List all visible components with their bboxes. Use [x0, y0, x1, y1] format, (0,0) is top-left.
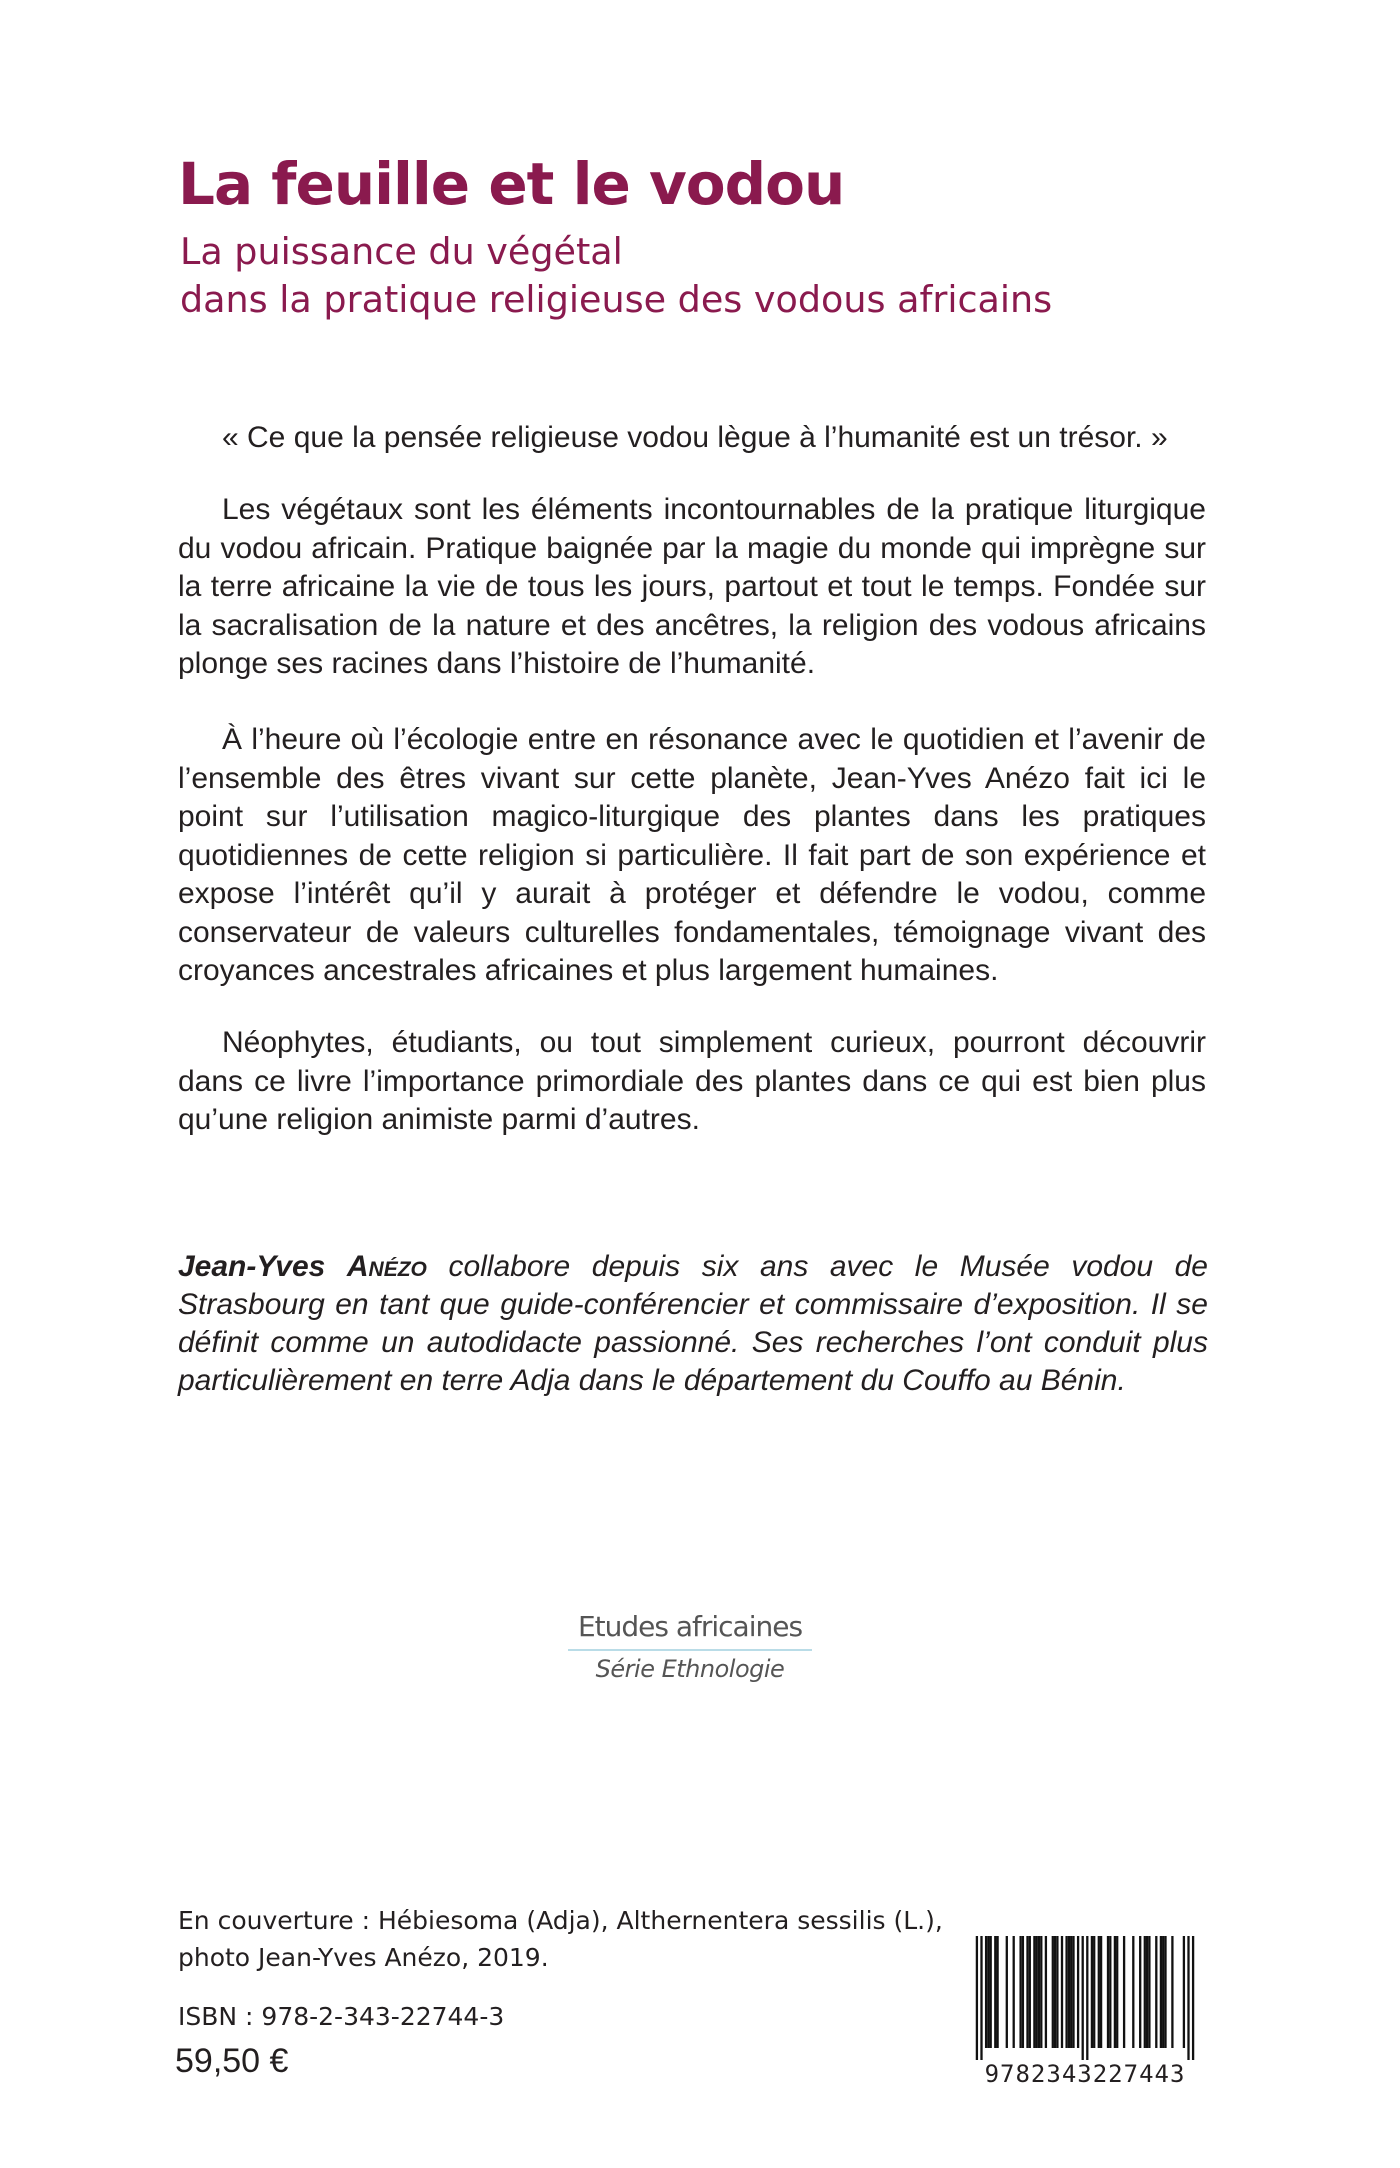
barcode-bar [1192, 1936, 1194, 2060]
barcode-bar [1132, 1936, 1134, 2048]
barcode-bar [1036, 1936, 1038, 2048]
barcode-bar [1187, 1936, 1189, 2060]
barcode-bars [960, 1936, 1210, 2060]
barcode-bar [1160, 1936, 1162, 2048]
barcode-bar [1116, 1936, 1118, 2048]
barcode-bar [976, 1936, 978, 2060]
barcode-bar [1171, 1936, 1173, 2048]
book-subtitle [180, 228, 1052, 324]
barcode-bar [1072, 1936, 1074, 2048]
barcode-bar [1033, 1936, 1035, 2048]
barcode-bar [1123, 1936, 1125, 2048]
barcode-bar [1006, 1936, 1008, 2048]
barcode-bar [1056, 1936, 1058, 2048]
barcode-bar [1065, 1936, 1067, 2048]
barcode-bar [1061, 1936, 1063, 2048]
barcode-bar [1068, 1936, 1070, 2048]
barcode-bar [1029, 1936, 1031, 2048]
isbn: ISBN : 978-2-343-22744-3 [178, 2002, 505, 2031]
author-bio-text: collabore depuis six ans avec le Musée vodou de Strasbourg en tant que guide-conférencier et commissaire d’exposition. Il se définit comme un autodidacte passionné. Ses recherches l’ont conduit plus particulièrement en terre Adja dans le département du Couffo au Bénin. [178, 1250, 1208, 1397]
barcode-bar [1013, 1936, 1015, 2048]
barcode-digits: 9782343227443 [984, 2060, 1186, 2088]
price: 59,50 € [175, 2042, 289, 2080]
barcode-bar [1019, 1936, 1021, 2048]
author-bio [178, 1248, 1208, 1400]
blurb-paragraph-2 [178, 721, 1206, 991]
barcode-bar [1146, 1936, 1148, 2048]
barcode-bar [1086, 1936, 1088, 2060]
barcode-bar [1070, 1936, 1072, 2048]
barcode-bar [1045, 1936, 1047, 2048]
blurb-paragraph-3 [178, 1024, 1206, 1140]
subtitle-line-1: La puissance du végétal [180, 230, 623, 273]
barcode-bar [985, 1936, 987, 2048]
subtitle-line-2: dans la pratique religieuse des vodous africains [180, 278, 1053, 321]
barcode-bar [1139, 1936, 1141, 2048]
barcode-bar [1082, 1936, 1084, 2060]
barcode-bar [1040, 1936, 1042, 2048]
barcode-bar [1183, 1936, 1185, 2048]
series-name: Etudes africaines [568, 1610, 812, 1651]
barcode-bar [980, 1936, 982, 2060]
barcode-bar [1026, 1936, 1028, 2048]
epigraph-quote: « Ce que la pensée religieuse vodou lègue à l’humanité est un trésor. » [222, 421, 1168, 454]
barcode-bar [1098, 1936, 1100, 2048]
barcode-bar [1022, 1936, 1024, 2048]
cover-credit [178, 1902, 943, 1976]
barcode-bar [1144, 1936, 1146, 2048]
blurb-paragraph-1 [178, 491, 1206, 684]
paragraph-text: Néophytes, étudiants, ou tout simplement curieux, pourront découvrir dans ce livre l’importance primordiale des plantes dans ce qui est bien plus qu’une religion animiste parmi d’autres. [178, 1026, 1206, 1136]
paragraph-text: À l’heure où l’écologie entre en résonance avec le quotidien et l’avenir de l’ensemble des êtres vivant sur cette planète, Jean-Yves Anézo fait ici le point sur l’utilisation magico-liturgique des plantes dans les pratiques quotidiennes de cette religion si particulière. Il fait part de son expérience et expose l’intérêt qu’il y aurait à protéger et défendre le vodou, comme conservateur de valeurs culturelles fondamentales, témoignage vivant des croyances ancestrales africaines et plus largement humaines. [178, 723, 1206, 987]
barcode-bar [1155, 1936, 1157, 2048]
barcode-bar [1114, 1936, 1116, 2048]
barcode-bar [987, 1936, 989, 2048]
author-first-name: Jean-Yves [178, 1250, 326, 1283]
barcode-bar [1054, 1936, 1056, 2048]
author-last-name: Anézo [346, 1250, 427, 1283]
barcode-bar [990, 1936, 992, 2048]
cover-credit-line-2: photo Jean-Yves Anézo, 2019. [178, 1943, 549, 1972]
series-subtitle: Série Ethnologie [595, 1655, 785, 1683]
barcode-bar [1077, 1936, 1079, 2048]
barcode-bar [1148, 1936, 1150, 2048]
barcode-bar [1109, 1936, 1111, 2048]
barcode-bar [994, 1936, 996, 2048]
barcode-bar [1162, 1936, 1164, 2048]
barcode-bar [1093, 1936, 1095, 2048]
barcode-bar [1164, 1936, 1166, 2048]
barcode-bar [1052, 1936, 1054, 2048]
barcode-bar [1100, 1936, 1102, 2048]
barcode-bar [1038, 1936, 1040, 2048]
series-block [540, 1610, 840, 1683]
barcode-bar [1091, 1936, 1093, 2048]
paragraph-text: Les végétaux sont les éléments incontournables de la pratique liturgique du vodou africain. Pratique baignée par la magie du monde qui imprègne sur la terre africaine la vie de tous les jours, partout et tout le temps. Fondée sur la sacralisation de la nature et des ancêtres, la religion des vodous africains plonge ses racines dans l’histoire de l’humanité. [178, 493, 1206, 680]
barcode-bar [1107, 1936, 1109, 2048]
barcode-bar [996, 1936, 998, 2048]
book-title: La feuille et le vodou [178, 150, 845, 218]
cover-credit-line-1: En couverture : Hébiesoma (Adja), Althernentera sessilis (L.), [178, 1906, 943, 1935]
